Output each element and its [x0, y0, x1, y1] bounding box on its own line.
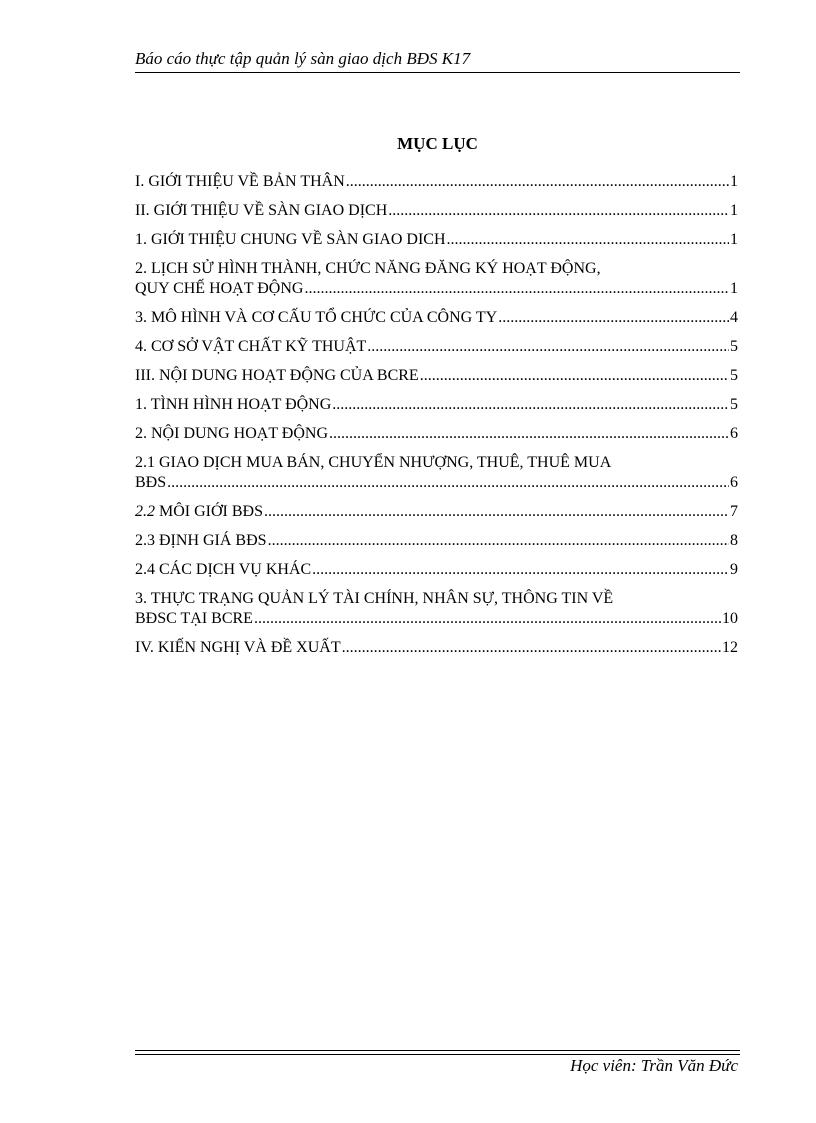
toc-entry-text: 2.3 ĐỊNH GIÁ BĐS	[135, 532, 267, 549]
dot-leader	[367, 337, 729, 357]
toc-entry-page: 5	[730, 338, 738, 355]
dot-leader	[264, 502, 729, 522]
dot-leader	[420, 366, 729, 386]
toc-entry-text: 2. NỘI DUNG HOẠT ĐỘNG	[135, 425, 329, 442]
toc-entry-text: 4. CƠ SỞ VẬT CHẤT KỸ THUẬT	[135, 338, 367, 355]
toc-entry	[135, 337, 738, 357]
toc-entry-text-line1: 3. THỰC TRẠNG QUẢN LÝ TÀI CHÍNH, NHÂN SỰ, THÔNG TIN VỀ	[135, 590, 614, 607]
toc-entry-text: 3. MÔ HÌNH VÀ CƠ CẤU TỔ CHỨC CỦA CÔNG TY	[135, 309, 498, 326]
toc-entry-page: 5	[730, 367, 738, 384]
toc-entry-page: 10	[722, 610, 738, 627]
toc-entry-text: MÔI GIỚI BĐS	[155, 503, 263, 520]
toc-entry	[135, 560, 738, 580]
dot-leader	[447, 230, 730, 250]
toc-entry-page: 1	[730, 173, 738, 190]
toc-entry-page: 1	[730, 202, 738, 219]
toc-entry	[135, 502, 738, 522]
dot-leader	[346, 172, 729, 192]
dot-leader	[268, 531, 729, 551]
toc-entry-page: 5	[730, 396, 738, 413]
dot-leader	[498, 308, 729, 328]
toc-entry-page: 7	[730, 503, 738, 520]
toc-entry	[135, 589, 738, 629]
toc-entry-page: 9	[730, 561, 738, 578]
toc-entry-text-line1: 2.1 GIAO DỊCH MUA BÁN, CHUYỂN NHƯỢNG, THUÊ, THUÊ MUA	[135, 454, 612, 471]
running-header: Báo cáo thực tập quản lý sàn giao dịch BĐS K17	[135, 48, 740, 73]
toc-entry-page: 4	[730, 309, 738, 326]
toc-entry-text: II. GIỚI THIỆU VỀ SÀN GIAO DỊCH	[135, 202, 388, 219]
toc-entry	[135, 395, 738, 415]
dot-leader	[329, 424, 729, 444]
toc-entry	[135, 453, 738, 493]
toc-entry-page: 1	[730, 280, 738, 297]
toc-entry-text: BĐSC TẠI BCRE	[135, 610, 253, 627]
toc-entry	[135, 308, 738, 328]
toc-entry-text: BĐS	[135, 474, 167, 491]
toc-entry	[135, 531, 738, 551]
dot-leader	[312, 560, 729, 580]
dot-leader	[332, 395, 729, 415]
dot-leader	[388, 201, 729, 221]
toc-entry-text: QUY CHẾ HOẠT ĐỘNG	[135, 280, 304, 297]
toc-entry	[135, 172, 738, 192]
toc-entry-number: 2.2	[135, 503, 155, 520]
toc-entry	[135, 424, 738, 444]
toc-entry	[135, 201, 738, 221]
toc-entry-page: 6	[730, 474, 738, 491]
toc-entry	[135, 230, 738, 250]
dot-leader	[167, 473, 729, 493]
toc-entry-page: 6	[730, 425, 738, 442]
dot-leader	[254, 609, 721, 629]
toc-entry	[135, 638, 738, 658]
dot-leader	[342, 638, 721, 658]
toc-entry-page: 12	[722, 639, 738, 656]
running-footer: Học viên: Trần Văn Đức	[570, 1056, 738, 1075]
toc-title: MỤC LỤC	[397, 134, 478, 153]
toc-entry-text: IV. KIẾN NGHỊ VÀ ĐỀ XUẤT	[135, 639, 341, 656]
toc-entry-page: 1	[730, 231, 738, 248]
toc-entry-text-line1: 2. LỊCH SỬ HÌNH THÀNH, CHỨC NĂNG ĐĂNG KÝ HOẠT ĐỘNG,	[135, 260, 601, 277]
dot-leader	[304, 279, 729, 299]
toc-entry-page: 8	[730, 532, 738, 549]
toc-entry	[135, 366, 738, 386]
toc-entry	[135, 259, 738, 299]
toc-entry-text: 1. GIỚI THIỆU CHUNG VỀ SÀN GIAO DICH	[135, 231, 446, 248]
toc-entry-text: 1. TÌNH HÌNH HOẠT ĐỘNG	[135, 396, 332, 413]
toc-entry-text: III. NỘI DUNG HOẠT ĐỘNG CỦA BCRE	[135, 367, 419, 384]
toc-entry-text: I. GIỚI THIỆU VỀ BẢN THÂN	[135, 173, 345, 190]
toc-entry-text: 2.4 CÁC DỊCH VỤ KHÁC	[135, 561, 312, 578]
table-of-contents	[135, 172, 738, 667]
